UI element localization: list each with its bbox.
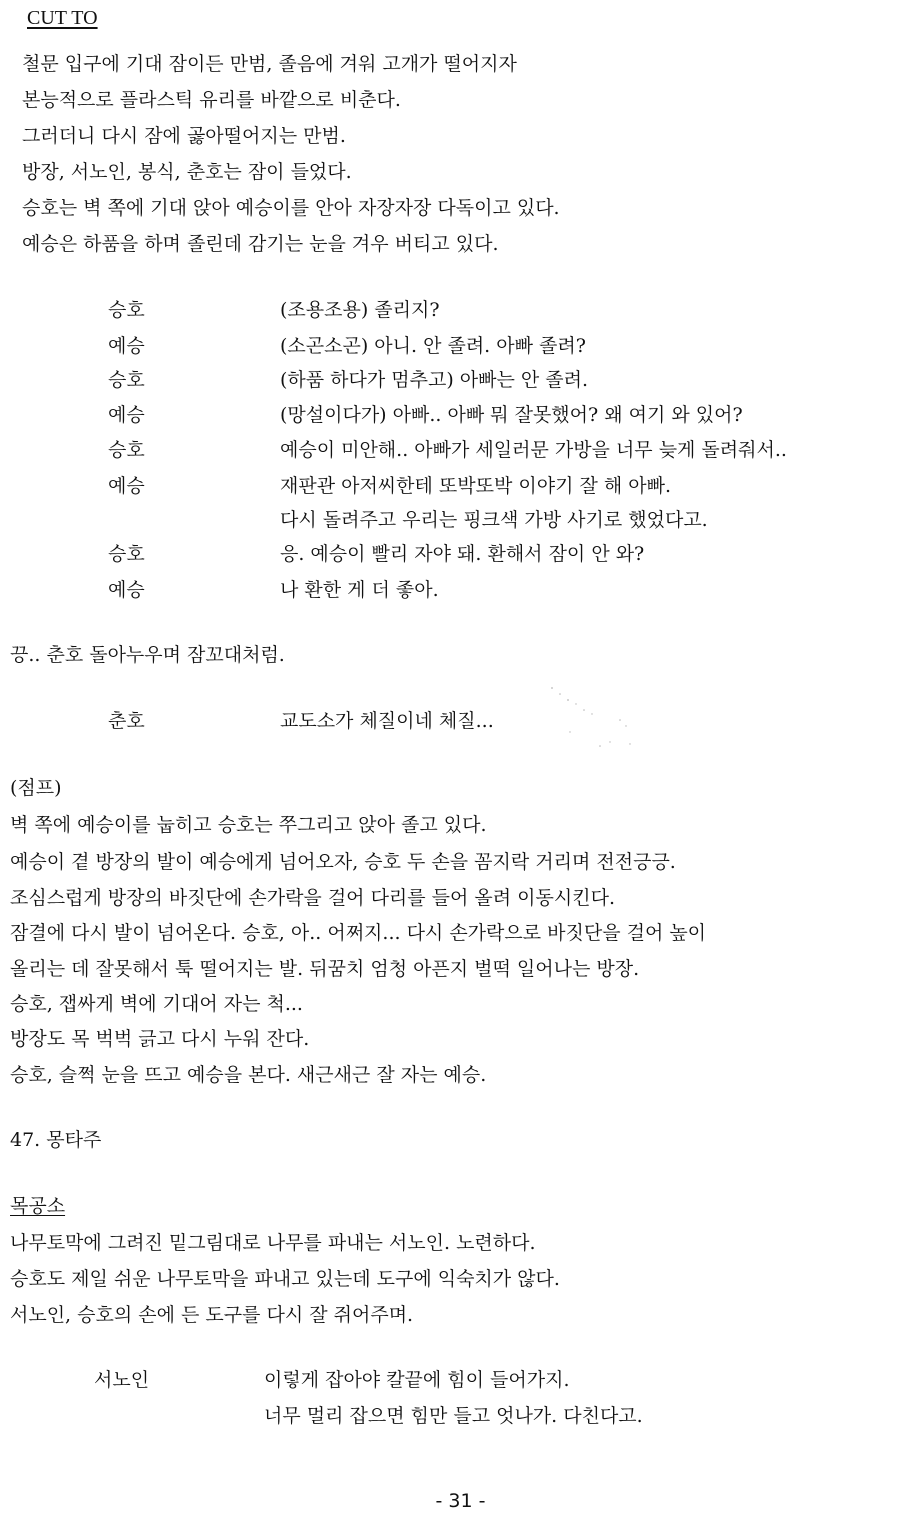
action-line: 예승은 하품을 하며 졸린데 감기는 눈을 겨우 버티고 있다. [22,233,499,255]
dialogue-line: 응. 예승이 빨리 자야 돼. 환해서 잠이 안 와? [280,543,645,565]
speaker-name: 예승 [108,475,145,497]
scan-noise-mark [540,680,650,760]
speaker-name: 춘호 [108,710,145,732]
action-line: 예승이 곁 방장의 발이 예승에게 넘어오자, 승호 두 손을 꼼지락 거리며 전전긍긍. [10,851,676,873]
action-line: 그러더니 다시 잠에 곯아떨어지는 만범. [22,125,346,147]
speaker-name: 예승 [108,335,145,357]
dialogue-line: 나 환한 게 더 좋아. [280,579,439,601]
dialogue-line: 예승이 미안해.. 아빠가 세일러문 가방을 너무 늦게 돌려줘서.. [280,439,787,461]
speaker-name: 승호 [108,543,145,565]
dialogue-line: (망설이다가) 아빠.. 아빠 뭐 잘못했어? 왜 여기 와 있어? [280,404,743,426]
dialogue-line: 재판관 아저씨한테 또박또박 이야기 잘 해 아빠. [280,475,672,497]
action-line: 승호도 제일 쉬운 나무토막을 파내고 있는데 도구에 익숙치가 않다. [10,1268,560,1290]
scene-heading: (점프) [10,777,62,799]
dialogue-line: (소곤소곤) 아니. 안 졸려. 아빠 졸려? [280,335,586,357]
page-number: - 31 - [435,1490,486,1512]
action-line: 나무토막에 그려진 밑그림대로 나무를 파내는 서노인. 노련하다. [10,1232,536,1254]
dialogue-line: 너무 멀리 잡으면 힘만 들고 엇나가. 다친다고. [264,1405,643,1427]
scene-heading: CUT TO [27,7,98,29]
dialogue-line: 이렇게 잡아야 칼끝에 힘이 들어가지. [264,1369,570,1391]
scene-location: 목공소 [10,1195,66,1217]
action-line: 조심스럽게 방장의 바짓단에 손가락을 걸어 다리를 들어 올려 이동시킨다. [10,887,615,909]
action-line: 방장, 서노인, 봉식, 춘호는 잠이 들었다. [22,161,352,183]
action-line: 벽 쪽에 예승이를 눕히고 승호는 쭈그리고 앉아 졸고 있다. [10,814,487,836]
action-line: 올리는 데 잘못해서 툭 떨어지는 발. 뒤꿈치 엄청 아픈지 벌떡 일어나는 방장. [10,958,640,980]
speaker-name: 승호 [108,439,145,461]
action-line: 승호는 벽 쪽에 기대 앉아 예승이를 안아 자장자장 다독이고 있다. [22,197,560,219]
dialogue-line: (하품 하다가 멈추고) 아빠는 안 졸려. [280,369,589,391]
dialogue-line: (조용조용) 졸리지? [280,299,440,321]
action-line: 잠결에 다시 발이 넘어온다. 승호, 아.. 어쩌지... 다시 손가락으로 바짓단을 걸어 높이 [10,922,707,944]
speaker-name: 예승 [108,404,145,426]
speaker-name: 승호 [108,369,145,391]
action-line: 철문 입구에 기대 잠이든 만범, 졸음에 겨워 고개가 떨어지자 [22,53,517,75]
speaker-name: 승호 [108,299,145,321]
action-line: 서노인, 승호의 손에 든 도구를 다시 잘 쥐어주며. [10,1304,414,1326]
action-line: 끙.. 춘호 돌아누우며 잠꼬대처럼. [10,644,285,666]
action-line: 승호, 잽싸게 벽에 기대어 자는 척... [10,993,303,1015]
action-line: 본능적으로 플라스틱 유리를 바깥으로 비춘다. [22,89,401,111]
action-line: 방장도 목 벅벅 긁고 다시 누워 잔다. [10,1028,310,1050]
action-line: 승호, 슬쩍 눈을 뜨고 예승을 본다. 새근새근 잘 자는 예승. [10,1064,487,1086]
dialogue-line: 다시 돌려주고 우리는 핑크색 가방 사기로 했었다고. [280,509,708,531]
speaker-name: 서노인 [94,1369,150,1391]
dialogue-line: 교도소가 체질이네 체질... [280,710,494,732]
scene-number-title: 47. 몽타주 [10,1129,102,1151]
speaker-name: 예승 [108,579,145,601]
